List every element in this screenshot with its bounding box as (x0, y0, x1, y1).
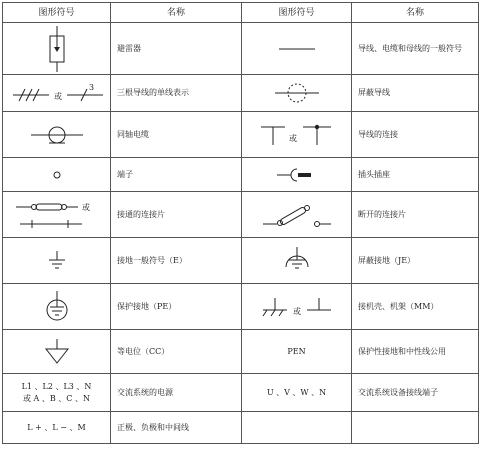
lightning-arrester-symbol (3, 23, 111, 75)
symbol-name: 导线的连接 (352, 112, 479, 158)
conductor-general-symbol (242, 23, 352, 75)
open-link-symbol (242, 192, 352, 238)
shielded-earth-symbol (242, 238, 352, 284)
ground-icon (42, 248, 72, 274)
table-row (3, 158, 479, 192)
symbol-name: 接通的连接片 (111, 192, 242, 238)
symbol-name: 保护接地（PE） (111, 284, 242, 330)
symbol-name: 同轴电缆 (111, 112, 242, 158)
closed-link-symbol (3, 192, 111, 238)
table-row (3, 374, 479, 412)
shielded-conductor-symbol (242, 75, 352, 112)
table-row (3, 23, 479, 75)
table-row (3, 112, 479, 158)
conductor-connection-symbol (242, 112, 352, 158)
coaxial-cable-icon (27, 123, 87, 147)
symbol-name: 三根导线的单线表示 (111, 75, 242, 112)
or-label: 或 (292, 306, 301, 316)
conductor-junction-icon (257, 121, 337, 149)
symbol-name: 接机壳、机架（MM） (352, 284, 479, 330)
three-conductor-icon (9, 81, 105, 105)
header-symbol-left: 图形符号 (3, 3, 111, 23)
chassis-ground-icon (255, 292, 339, 322)
table-row (3, 238, 479, 284)
terminal-circle-icon (47, 168, 67, 182)
empty-cell (242, 412, 352, 444)
symbol-name: 交流系统设备接线端子 (352, 374, 479, 412)
empty-cell (352, 412, 479, 444)
symbol-name: 避雷器 (111, 23, 242, 75)
symbol-name: 正极、负极和中间线 (111, 412, 242, 444)
conductor-count-label: 3 (89, 83, 95, 92)
header-symbol-right: 图形符号 (242, 3, 352, 23)
closed-link-icon (12, 198, 102, 232)
symbol-name: 导线、电缆和母线的一般符号 (352, 23, 479, 75)
symbol-name: 保护性接地和中性线公用 (352, 330, 479, 374)
ac-source-line1: L1 、L2 、L3 、N (21, 381, 92, 391)
lightning-arrester-icon (37, 26, 77, 72)
symbol-name: 端子 (111, 158, 242, 192)
symbol-name: 接地一般符号（E） (111, 238, 242, 284)
table-row (3, 75, 479, 112)
table-row (3, 330, 479, 374)
or-label: 或 (288, 133, 297, 143)
table-row (3, 192, 479, 238)
protective-ground-icon (40, 290, 74, 324)
symbol-name: 断开的连接片 (352, 192, 479, 238)
conductor-line-icon (267, 43, 327, 55)
ac-source-symbol (3, 374, 111, 412)
equipotential-symbol (3, 330, 111, 374)
coaxial-cable-symbol (3, 112, 111, 158)
pen-symbol: PEN (242, 330, 352, 374)
header-name-left: 名称 (111, 3, 242, 23)
ac-source-line2: 或 A 、B 、C 、N (23, 393, 90, 403)
shielded-conductor-icon (267, 80, 327, 106)
or-label: 或 (54, 92, 62, 101)
terminal-symbol (3, 158, 111, 192)
ac-terminal-symbol: U 、V 、W 、N (242, 374, 352, 412)
earth-symbol (3, 238, 111, 284)
dc-line-symbol: L + 、L − 、M (3, 412, 111, 444)
chassis-frame-symbol (242, 284, 352, 330)
header-name-right: 名称 (352, 3, 479, 23)
equipotential-icon (42, 337, 72, 367)
shielded-ground-icon (280, 245, 314, 277)
open-link-icon (257, 198, 337, 232)
symbol-name: 屏蔽接地（JE） (352, 238, 479, 284)
or-label: 或 (81, 202, 90, 212)
symbol-name: 交流系统的电源 (111, 374, 242, 412)
header-row (3, 3, 479, 23)
plug-socket-symbol (242, 158, 352, 192)
symbol-table (2, 2, 479, 444)
protective-earth-symbol (3, 284, 111, 330)
table-row (3, 412, 479, 444)
symbol-name: 屏蔽导线 (352, 75, 479, 112)
three-conductor-symbol (3, 75, 111, 112)
plug-socket-icon (267, 165, 327, 185)
table-row (3, 284, 479, 330)
symbol-name: 插头插座 (352, 158, 479, 192)
symbol-name: 等电位（CC） (111, 330, 242, 374)
